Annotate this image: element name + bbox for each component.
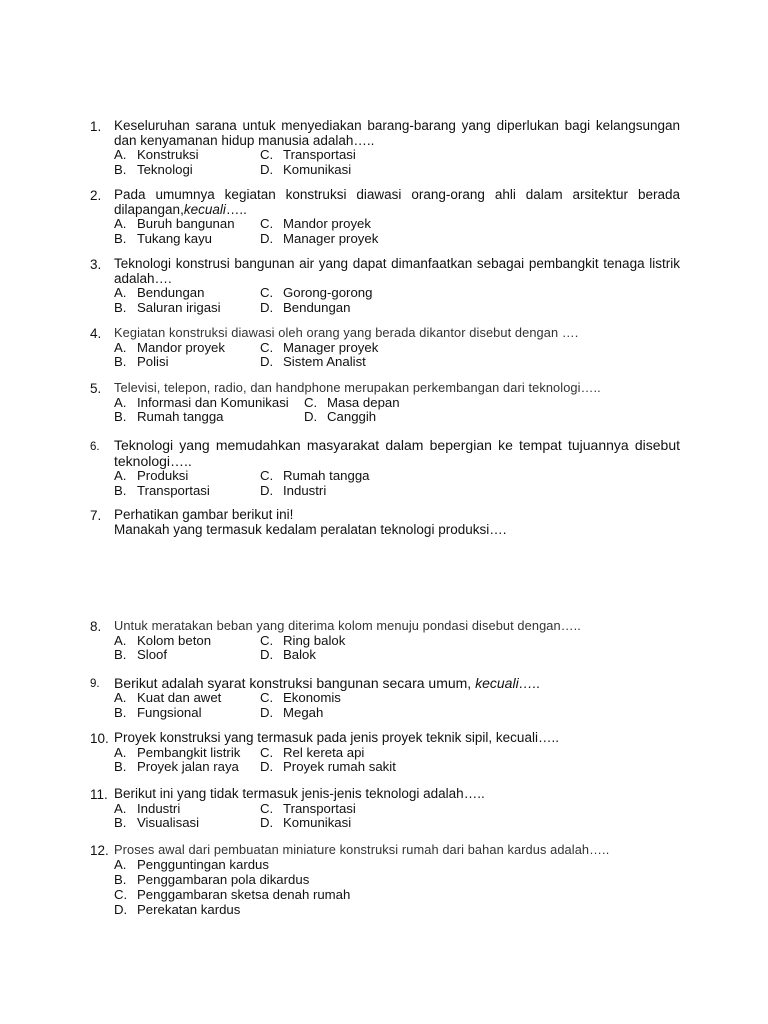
option-a[interactable]: A. Industri xyxy=(114,800,181,816)
option-c[interactable]: C. Manager proyek xyxy=(260,339,379,355)
question-10 xyxy=(90,731,680,775)
question-2 xyxy=(90,188,680,246)
option-d[interactable]: D. Bendungan xyxy=(260,299,351,315)
option-d[interactable]: D. Industri xyxy=(260,482,327,498)
option-c[interactable]: C. Gorong-gorong xyxy=(260,285,373,300)
question-number: 11. xyxy=(90,787,108,802)
question-text: Kegiatan konstruksi diawasi oleh orang yang berada dikantor disebut dengan …. xyxy=(114,325,579,340)
option-a[interactable]: A. Kuat dan awet xyxy=(114,690,222,705)
question-text: Pada umumnya kegiatan konstruksi diawasi orang-orang ahli dalam arsitektur berada dilapangan,kecuali….. xyxy=(114,187,680,217)
question-number: 4. xyxy=(90,326,102,341)
option-a[interactable]: A. Kolom beton xyxy=(114,632,212,648)
question-number: 3. xyxy=(90,257,102,272)
option-a[interactable]: A. Mandor proyek xyxy=(114,339,225,355)
question-text: Teknologi yang memudahkan masyarakat dalam bepergian ke tempat tujuannya disebut teknologi….. xyxy=(114,437,680,469)
option-b[interactable]: B. Polisi xyxy=(114,354,169,370)
option-c[interactable]: C. Transportasi xyxy=(260,800,356,816)
question-3 xyxy=(90,257,680,315)
option-c[interactable]: C. Penggambaran sketsa denah rumah xyxy=(114,886,351,902)
option-d[interactable]: D. Perekatan kardus xyxy=(114,901,241,917)
question-text: Berikut adalah syarat konstruksi bangunan secara umum, kecuali….. xyxy=(114,675,541,691)
option-d[interactable]: D. Manager proyek xyxy=(260,230,379,246)
question-6 xyxy=(90,438,680,498)
question-9 xyxy=(90,675,680,720)
option-b[interactable]: B. Tukang kayu xyxy=(114,230,213,246)
option-c[interactable]: C. Ekonomis xyxy=(260,690,341,705)
option-d[interactable]: D. Proyek rumah sakit xyxy=(260,759,396,775)
option-a[interactable]: A. Buruh bangunan xyxy=(114,216,235,231)
question-number: 8. xyxy=(90,619,102,634)
option-d[interactable]: D. Komunikasi xyxy=(260,161,352,177)
option-d[interactable]: D. Canggih xyxy=(304,409,377,425)
option-b[interactable]: B. Visualisasi xyxy=(114,815,200,831)
question-text: Teknologi konstrusi bangunan air yang dapat dimanfaatkan sebagai pembangkit tenaga listrik adalah…. xyxy=(114,256,680,286)
question-text: Televisi, telepon, radio, dan handphone merupakan perkembangan dari teknologi….. xyxy=(114,380,601,395)
question-text: Keseluruhan sarana untuk menyediakan barang-barang yang diperlukan bagi kelangsungan dan kenyamanan hidup manusia adalah….. xyxy=(114,118,680,148)
option-c[interactable]: C. Ring balok xyxy=(260,632,346,648)
question-text-line-2: Manakah yang termasuk kedalam peralatan teknologi produksi…. xyxy=(114,521,507,537)
option-d[interactable]: D. Megah xyxy=(260,704,324,720)
option-b[interactable]: B. Fungsional xyxy=(114,704,202,720)
question-number: 1. xyxy=(90,119,102,134)
option-d[interactable]: D. Komunikasi xyxy=(260,815,352,831)
question-text: Proyek konstruksi yang termasuk pada jenis proyek teknik sipil, kecuali….. xyxy=(114,730,559,745)
question-number: 12. xyxy=(90,843,109,858)
question-number: 7. xyxy=(90,508,102,523)
question-11 xyxy=(90,787,680,831)
option-b[interactable]: B. Proyek jalan raya xyxy=(114,759,239,775)
question-number: 2. xyxy=(90,188,102,203)
option-d[interactable]: D. Balok xyxy=(260,647,316,663)
option-b[interactable]: B. Teknologi xyxy=(114,161,193,177)
option-b[interactable]: B. Penggambaran pola dikardus xyxy=(114,871,310,887)
question-number: 9. xyxy=(90,678,100,690)
question-8 xyxy=(90,619,680,663)
question-text-line-1: Perhatikan gambar berikut ini! xyxy=(114,507,294,522)
option-c[interactable]: C. Rumah tangga xyxy=(260,468,370,483)
question-number: 5. xyxy=(90,381,102,396)
option-c[interactable]: C. Transportasi xyxy=(260,147,356,162)
question-text: Berikut ini yang tidak termasuk jenis-jenis teknologi adalah….. xyxy=(114,786,485,801)
question-7 xyxy=(90,508,680,537)
option-b[interactable]: B. Saluran irigasi xyxy=(114,299,221,315)
option-c[interactable]: C. Masa depan xyxy=(304,394,400,410)
option-a[interactable]: A. Produksi xyxy=(114,468,189,483)
question-number: 10. xyxy=(90,731,109,746)
question-text: Untuk meratakan beban yang diterima kolom menuju pondasi disebut dengan….. xyxy=(114,618,581,633)
option-b[interactable]: B. Rumah tangga xyxy=(114,409,224,425)
question-1 xyxy=(90,119,680,177)
option-a[interactable]: A. Pembangkit listrik xyxy=(114,744,241,760)
option-a[interactable]: A. Pengguntingan kardus xyxy=(114,856,269,872)
question-4 xyxy=(90,326,680,370)
question-number: 6. xyxy=(90,441,100,453)
option-b[interactable]: B. Sloof xyxy=(114,647,168,663)
option-d[interactable]: D. Sistem Analist xyxy=(260,354,366,370)
option-a[interactable]: A. Informasi dan Komunikasi xyxy=(114,394,289,410)
question-text: Proses awal dari pembuatan miniature konstruksi rumah dari bahan kardus adalah….. xyxy=(114,842,610,857)
question-12 xyxy=(90,843,680,918)
question-5 xyxy=(90,381,680,425)
option-a[interactable]: A. Bendungan xyxy=(114,285,205,300)
option-c[interactable]: C. Rel kereta api xyxy=(260,744,365,760)
option-a[interactable]: A. Konstruksi xyxy=(114,147,199,162)
option-b[interactable]: B. Transportasi xyxy=(114,482,210,498)
option-c[interactable]: C. Mandor proyek xyxy=(260,216,371,231)
